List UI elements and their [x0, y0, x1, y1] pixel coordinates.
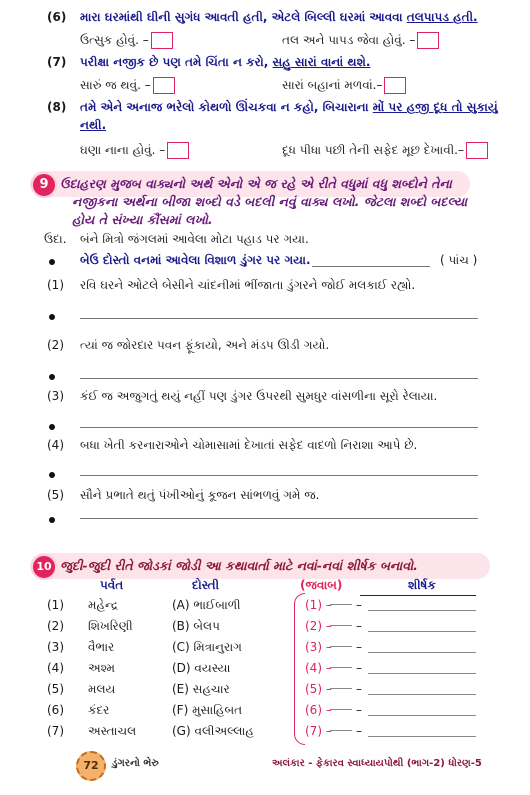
- question-text: તમે એને અનાજ ભરેલો કોથળો ઊંચકવા ન કહો, બિચારાના મોં પર હજી દૂધ તો સુકાયું: [80, 100, 498, 114]
- answer-box[interactable]: [466, 142, 488, 159]
- answer-line[interactable]: [80, 378, 478, 379]
- column-header: પર્વત: [100, 578, 124, 592]
- item-text: રવિ ઘરને ઓટલે બેસીને ચાંદનીમાં ભીંજાતા ડુંગરને જોઈ મલકાઈ રહ્યો.: [80, 278, 416, 292]
- row-number: (2): [47, 619, 64, 633]
- dash: –: [356, 640, 362, 654]
- option-1: ઉત્સુક હોવું. –: [80, 32, 173, 49]
- option-1: ઘણા નાના હોવું. –: [80, 142, 189, 159]
- friendship-word: (G) વલીઅલ્લાહ: [172, 724, 254, 738]
- answer-label: (5) –: [305, 682, 332, 696]
- dash: –: [356, 619, 362, 633]
- friendship-word: (D) વયસ્યા: [172, 661, 231, 675]
- answer-blank[interactable]: [330, 646, 352, 647]
- answer-line[interactable]: [80, 475, 478, 476]
- bullet: [49, 424, 55, 430]
- dash: –: [356, 598, 362, 612]
- item-number: (3): [47, 389, 64, 403]
- title-blank[interactable]: [368, 652, 476, 653]
- example-label: ઉદા.: [44, 232, 67, 246]
- footer-title: ડુંગરનો ભેરુ: [112, 758, 159, 769]
- answer-label: (1) –: [305, 598, 332, 612]
- mountain-word: મહેન્દ્ર: [88, 598, 119, 612]
- friendship-word: (A) ભાઈબાળી: [172, 598, 241, 612]
- section-instruction: ઉદાહરણ મુજબ વાક્યનો અર્થ એનો એ જ રહે એ રીતે વધુમાં વધુ શબ્દોને તેના: [60, 176, 452, 191]
- option-2: તલ અને પાપડ જેવા હોવું. –: [282, 32, 439, 49]
- answer-box[interactable]: [153, 77, 175, 94]
- answer-line: [312, 266, 430, 267]
- title-blank[interactable]: [368, 736, 476, 737]
- title-blank[interactable]: [368, 715, 476, 716]
- item-text: બધા ખેતી કરનારાઓને ચોમાસામાં દેખાતાં સફેદ વાદળો નિરાશા આપે છે.: [80, 438, 418, 452]
- example-answer: બેઉ દોસ્તો વનમાં આવેલા વિશાળ ડુંગર પર ગયા.: [80, 253, 311, 267]
- answer-box[interactable]: [417, 32, 439, 49]
- section-instruction: હોય તે સંખ્યા કૌંસમાં લખો.: [72, 212, 213, 227]
- answer-label: (4) –: [305, 661, 332, 675]
- item-number: (1): [47, 278, 64, 292]
- item-number: (4): [47, 438, 64, 452]
- option-1: સારું જ થવું. –: [80, 77, 175, 94]
- friendship-word: (C) મિત્રાનુરાગ: [172, 640, 242, 654]
- answer-bracket: [294, 593, 305, 745]
- row-number: (7): [47, 724, 64, 738]
- bullet: [49, 472, 55, 478]
- bullet: [49, 374, 55, 380]
- mountain-word: શિખરિણી: [88, 619, 133, 633]
- section-badge: 9: [31, 172, 57, 198]
- row-number: (6): [47, 703, 64, 717]
- answer-label: (3) –: [305, 640, 332, 654]
- friendship-word: (F) મુસાહિબત: [172, 703, 243, 717]
- option-2: દૂધ પીધા પછી તેની સફેદ મૂછ દેખાવી.–: [282, 142, 488, 159]
- answer-blank[interactable]: [330, 604, 352, 605]
- item-number: (5): [47, 488, 64, 502]
- row-number: (5): [47, 682, 64, 696]
- title-blank[interactable]: [368, 610, 476, 611]
- row-number: (1): [47, 598, 64, 612]
- option-2: સારાં બહાનાં મળવાં.–: [282, 77, 406, 94]
- header-rule: [360, 595, 476, 596]
- answer-blank[interactable]: [330, 625, 352, 626]
- answer-box[interactable]: [151, 32, 173, 49]
- dash: –: [356, 703, 362, 717]
- answer-line[interactable]: [80, 518, 478, 519]
- dash: –: [356, 724, 362, 738]
- mountain-word: મલય: [88, 682, 116, 696]
- answer-box[interactable]: [384, 77, 406, 94]
- friendship-word: (E) સહચાર: [172, 682, 230, 696]
- question-text: મારા ઘરમાંથી ઘીની સુગંધ આવતી હતી, એટલે બિલ્લી ઘરમાં આવવા તલપાપડ હતી.: [80, 10, 478, 24]
- title-blank[interactable]: [368, 631, 476, 632]
- mountain-word: અસ્તાચલ: [88, 724, 137, 738]
- question-number: (7): [47, 55, 67, 69]
- question-text-cont: નથી.: [80, 118, 107, 132]
- item-text: ત્યાં જ જોરદાર પવન ફૂંકાયો, અને મંડપ ઊડી ગયો.: [80, 338, 330, 352]
- row-number: (3): [47, 640, 64, 654]
- section-instruction: જુદી-જુદી રીતે જોડકાં જોડી આ કથાવાર્તા માટે નવાં-નવાં શીર્ષક બનાવો.: [60, 558, 418, 573]
- answer-blank[interactable]: [330, 730, 352, 731]
- question-number: (6): [47, 10, 67, 24]
- row-number: (4): [47, 661, 64, 675]
- dash: –: [356, 661, 362, 675]
- answer-label: (7) –: [305, 724, 332, 738]
- mountain-word: અશ્મ: [88, 661, 115, 675]
- column-header: (જવાબ): [300, 578, 343, 592]
- answer-blank[interactable]: [330, 667, 352, 668]
- answer-blank[interactable]: [330, 688, 352, 689]
- section-instruction: નજીકના અર્થના બીજા શબ્દો વડે બદલી નવું વાક્ય લખો. જેટલા શબ્દો બદલ્યા: [72, 194, 468, 209]
- answer-line[interactable]: [80, 427, 478, 428]
- example-text: બંને મિત્રો જંગલમાં આવેલા મોટા પહાડ પર ગયા.: [80, 232, 309, 246]
- bullet: [49, 314, 55, 320]
- answer-box[interactable]: [167, 142, 189, 159]
- example-count: ( પાંચ ): [440, 253, 478, 267]
- item-number: (2): [47, 338, 64, 352]
- title-blank[interactable]: [368, 694, 476, 695]
- footer-book: અલંકાર - ફેકારવ સ્વાધ્યાયપોથી (ભાગ-2) ધોરણ-5: [272, 758, 482, 769]
- mountain-word: વૈભાર: [88, 640, 115, 654]
- section-badge: 10: [31, 554, 57, 580]
- question-text: પરીક્ષા નજીક છે પણ તમે ચિંતા ન કરો, સહુ સારાં વાનાં થશે.: [80, 55, 371, 69]
- answer-line[interactable]: [80, 318, 478, 319]
- answer-blank[interactable]: [330, 709, 352, 710]
- friendship-word: (B) બેલપ: [172, 619, 220, 633]
- column-header: દોસ્તી: [192, 578, 220, 592]
- item-text: સૌને પ્રભાતે થતું પંખીઓનું કૂજન સાંભળવું ગમે જ.: [80, 488, 320, 502]
- answer-label: (2) –: [305, 619, 332, 633]
- dash: –: [356, 682, 362, 696]
- bullet: [49, 259, 55, 265]
- item-text: કંઈ જ અજુગતું થયું નહીં પણ ડુંગર ઉપરથી સુમધુર વાંસળીના સૂરો રેલાયા.: [80, 389, 438, 403]
- question-number: (8): [47, 100, 67, 114]
- column-header: શીર્ષક: [408, 578, 436, 592]
- mountain-word: કંદર: [88, 703, 110, 717]
- title-blank[interactable]: [368, 673, 476, 674]
- answer-label: (6) –: [305, 703, 332, 717]
- bullet: [49, 517, 55, 523]
- page-number: 72: [76, 751, 106, 781]
